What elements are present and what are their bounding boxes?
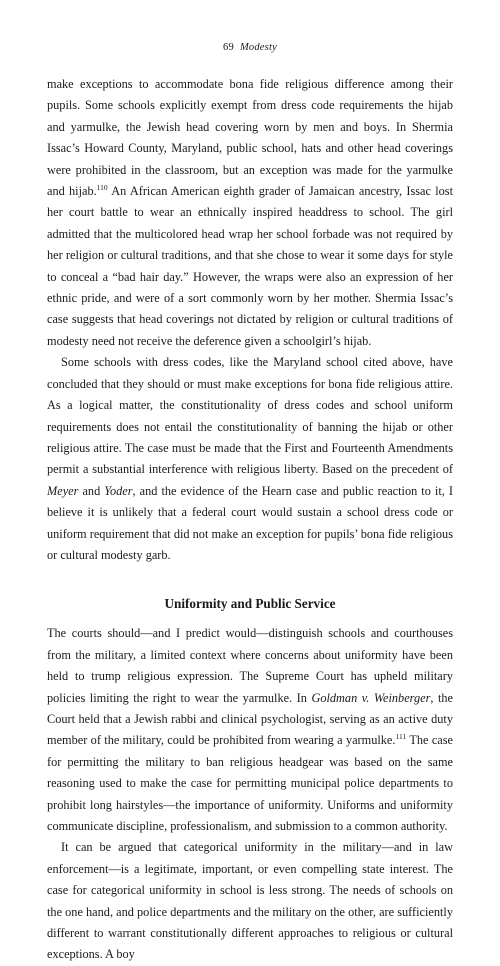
case-name-yoder: Yoder — [104, 483, 133, 498]
paragraph4-text-a: It can be argued that categorical uniformity in the military—and in law enforcement—is a legitimate, important, or even compelling state interest. The case for categorical uniformity in school is less strong. The needs of schools on the one hand, and police departments and the military on the other, are sufficiently different to warrant constitutionally different approaches to religious or cultural exceptions. A boy — [47, 840, 453, 962]
paragraph — [47, 837, 453, 965]
paragraph — [47, 623, 453, 837]
case-name-goldman: Goldman v. Weinberger — [311, 690, 431, 705]
section-heading: Uniformity and Public Service — [164, 596, 336, 612]
paragraph2-text-a: Some schools with dress codes, like the Maryland school cited above, have concluded that they should or must make exceptions for bona fide religious attire. As a logical matter, the constitutionality of dress codes and school uniform requirements does not entail the constitutionality of banning the hijab or other religious attire. The case must be made that the First and Fourteenth Amendments permit a substantial interference with religious liberty. Based on the precedent of — [47, 355, 453, 477]
paragraph1-text-b: An African American eighth grader of Jamaican ancestry, Issac lost her court battle to wear an ethnically inspired headdress to school. The girl admitted that the multicolored head wrap her school forbade was not required by her religion or cultural traditions, and that she chose to wear it some days for style to conceal a “bad hair day.” However, the wraps were also an expression of her ethnic pride, and were of a sort commonly worn by her mother. Shermia Issac’s case suggests that head coverings not dictated by religion or cultural traditions of modesty need not receive the deference given a schoolgirl’s hijab. — [47, 184, 453, 348]
paragraph1-text-a: make exceptions to accommodate bona fide religious difference among their pupils. Some schools explicitly exempt from dress code requirements the hijab and yarmulke, the Jewish head covering worn by men and boys. In Shermia Issac’s Howard County, Maryland, public school, hats and other head coverings were prohibited in the classroom, but an exception was made for the yarmulke and hijab. — [47, 77, 453, 199]
body-text — [47, 74, 453, 966]
running-title: Modesty — [239, 42, 277, 53]
paragraph2-text-c: , and the evidence of the Hearn case and public reaction to it, I believe it is unlikely that a federal court would sustain a school dress code or uniform requirement that did not make an exception for pupils’ bona fide religious or cultural modesty garb. — [47, 483, 453, 562]
page-number: 69 — [223, 42, 234, 53]
paragraph3-text-b: , the Court held that a Jewish rabbi and clinical psychologist, serving as an active duty member of the military, could be prohibited from wearing a yarmulke. — [47, 690, 454, 748]
case-name-meyer: Meyer — [47, 483, 79, 498]
paragraph2-text-b: and — [78, 483, 105, 498]
paragraph — [47, 352, 453, 566]
paragraph — [47, 74, 453, 352]
running-head — [47, 42, 453, 53]
footnote-ref-111: 111 — [395, 732, 407, 742]
footnote-ref-110: 110 — [96, 182, 108, 192]
paragraph3-text-a: The courts should—and I predict would—distinguish schools and courthouses from the military, a limited context where concerns about uniformity have been held to trump religious expression. The Supreme Court has upheld military policies limiting the right to wear the yarmulke. In — [47, 626, 453, 705]
paragraph3-text-c: The case for permitting the military to ban religious headgear was based on the same reasoning used to make the case for permitting municipal police departments to prohibit long hairstyles—the importance of uniformity. Uniforms and uniformity communicate discipline, professionalism, and submission to a common authority. — [47, 733, 453, 833]
